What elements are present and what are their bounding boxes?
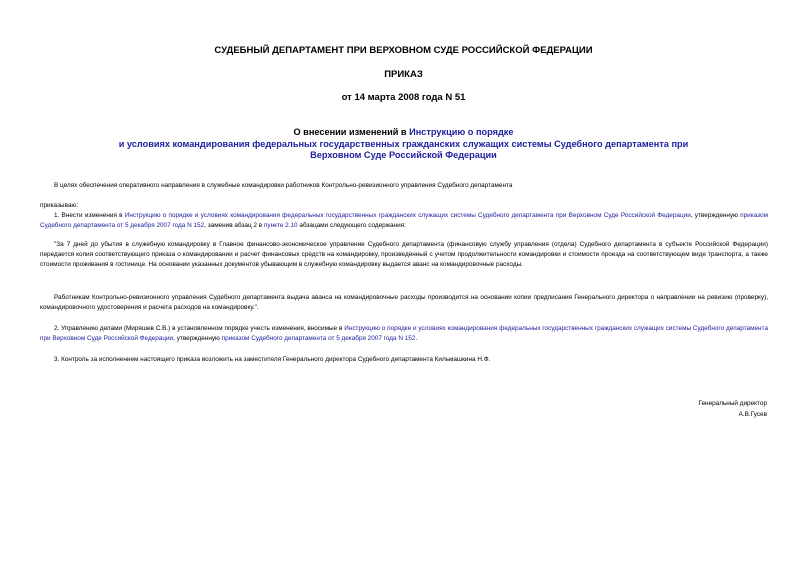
- signature-name: А.В.Гусев: [738, 410, 767, 418]
- quote-paragraph-2: Работникам Контрольно-ревизионного управления Судебного департамента выдача аванса на командировочные расходы производится на основании копии предписания Генерального директора о направлении на ревизию (проверку), командировочного удостоверения и расчета расходов на командировку.".: [40, 294, 768, 312]
- title-line-3[interactable]: Верховном Суде Российской Федерации: [310, 150, 497, 160]
- signature-block: [698, 399, 767, 420]
- instruction-link-2[interactable]: Инструкцию о порядке и условиях командирования федеральных государственных гражданских служащих системы Судебного департамента при Верховном Суде Российской Федерации: [40, 325, 768, 343]
- item-3-paragraph: 3. Контроль за исполнением настоящего приказа возложить на заместителя Генерального директора Судебного департамента Кильмашкина Н.Ф.: [54, 356, 491, 363]
- order-word: приказываю:: [40, 202, 78, 209]
- quote-paragraph-1: "За 7 дней до убытия в служебную командировку в Главное финансово-экономическое управление Судебного департамента (финансовую службу управления (отдела) Судебного департамента в субъекте Российской Федерации) передается копия соответствующего приказа о командировании и расчет финансовых средств на командировку, произведенный с учетом продолжительности командировки и стоимости проезда на соответствующем виде транспорта, а также стоимости проживания в гостинице. На основании указанных документов убывающим в служебную командировку выдается аванс на командировочные расходы.: [40, 241, 768, 269]
- instruction-link[interactable]: Инструкцию о порядке и условиях командирования федеральных государственных гражданских служащих системы Судебного департамента при Верховном Суде Российской Федерации: [124, 212, 691, 219]
- intro-paragraph: В целях обеспечения оперативного направления в служебные командировки работников Контрольно-ревизионного управления Судебного департамента: [54, 182, 513, 189]
- order-152-link-2[interactable]: приказом Судебного департамента от 5 декабря 2007 года N 152: [221, 335, 416, 343]
- doc-type-heading: ПРИКАЗ: [384, 69, 423, 80]
- point-2-10-link[interactable]: пункте 2.10: [263, 222, 298, 230]
- title-instruction-link[interactable]: Инструкцию о порядке: [409, 127, 514, 137]
- item-1-paragraph: 1. Внести изменения в Инструкцию о порядке и условиях командирования федеральных государственных гражданских служащих системы Судебного департамента при Верховном Суде Российской Федерации, утвержденную приказом Судебного департамента от 5 декабря 2007 года N 152, заменив абзац 2 в пункте 2.10 абзацами следующего содержания:: [40, 212, 768, 230]
- title-line-1: [100, 127, 707, 139]
- doc-date: от 14 марта 2008 года N 51: [341, 92, 466, 103]
- document-title: [100, 127, 707, 162]
- order-152-link[interactable]: приказом Судебного департамента от 5 декабря 2007 года N 152: [40, 212, 768, 230]
- title-line-2[interactable]: и условиях командирования федеральных государственных гражданских служащих системы Судебного департамента при: [118, 138, 689, 149]
- org-heading: СУДЕБНЫЙ ДЕПАРТАМЕНТ ПРИ ВЕРХОВНОМ СУДЕ РОССИЙСКОЙ ФЕДЕРАЦИИ: [214, 45, 593, 56]
- item-2-paragraph: 2. Управлению делами (Миряшев С.В.) в установленном порядке учесть изменения, вносимые в Инструкцию о порядке и условиях командирования федеральных государственных гражданских служащих системы Судебного департамента при Верховном Суде Российской Федерации, утвержденную приказом Судебного департамента от 5 декабря 2007 года N 152.: [40, 325, 768, 343]
- title-prefix: О внесении изменений в: [293, 127, 410, 137]
- signature-position: Генеральный директор: [698, 400, 767, 407]
